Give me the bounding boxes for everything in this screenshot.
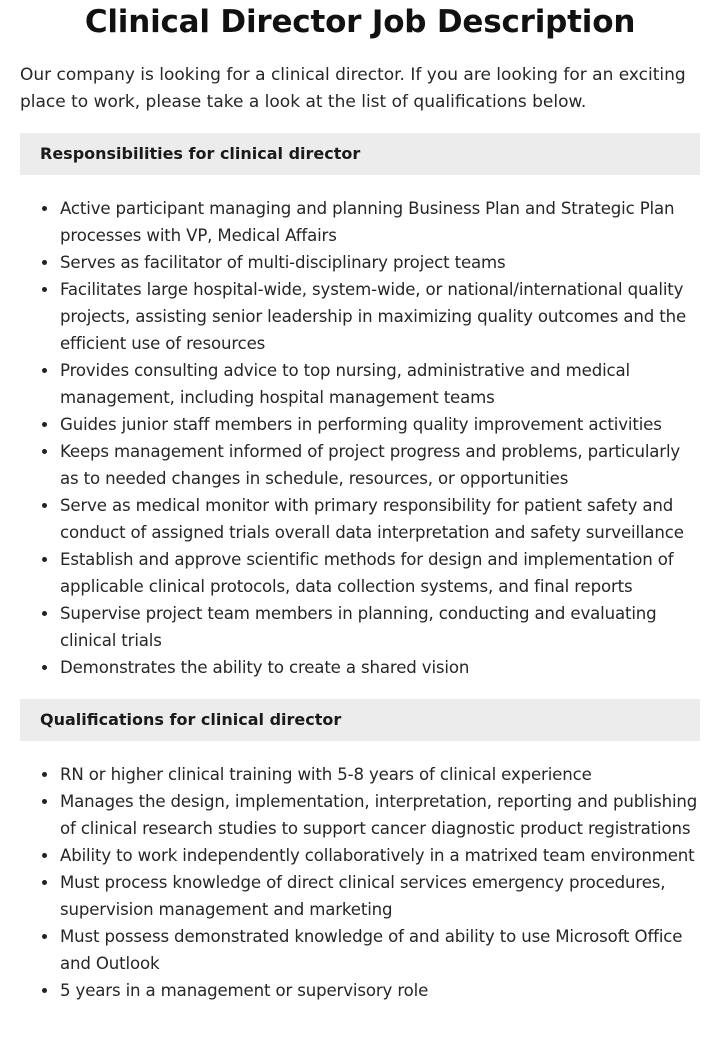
page-title: Clinical Director Job Description — [84, 4, 636, 40]
list-item: Must process knowledge of direct clinical services emergency procedures, supervision management and marketing — [60, 869, 700, 923]
list-item: Manages the design, implementation, interpretation, reporting and publishing of clinical research studies to support cancer diagnostic product registrations — [60, 788, 700, 842]
list-item: Establish and approve scientific methods for design and implementation of applicable clinical protocols, data collection systems, and final reports — [60, 546, 700, 600]
list-item: Guides junior staff members in performing quality improvement activities — [60, 411, 700, 438]
list-item: 5 years in a management or supervisory role — [60, 977, 700, 1004]
list-item: Demonstrates the ability to create a shared vision — [60, 654, 700, 681]
list-item: Serves as facilitator of multi-disciplinary project teams — [60, 249, 700, 276]
qualifications-heading: Qualifications for clinical director — [20, 699, 700, 741]
list-item: Active participant managing and planning Business Plan and Strategic Plan processes with VP, Medical Affairs — [60, 195, 700, 249]
intro-paragraph: Our company is looking for a clinical director. If you are looking for an exciting place to work, please take a look at the list of qualifications below. — [20, 65, 686, 112]
list-item: RN or higher clinical training with 5-8 years of clinical experience — [60, 761, 700, 788]
list-item: Facilitates large hospital-wide, system-wide, or national/international quality projects, assisting senior leadership in maximizing quality outcomes and the efficient use of resources — [60, 276, 700, 357]
qualifications-list — [20, 761, 700, 1004]
list-item: Serve as medical monitor with primary responsibility for patient safety and conduct of assigned trials overall data interpretation and safety surveillance — [60, 492, 700, 546]
list-item: Keeps management informed of project progress and problems, particularly as to needed changes in schedule, resources, or opportunities — [60, 438, 700, 492]
list-item: Provides consulting advice to top nursing, administrative and medical management, including hospital management teams — [60, 357, 700, 411]
responsibilities-list — [20, 195, 700, 681]
list-item: Ability to work independently collaboratively in a matrixed team environment — [60, 842, 700, 869]
responsibilities-heading: Responsibilities for clinical director — [20, 133, 700, 175]
list-item: Supervise project team members in planning, conducting and evaluating clinical trials — [60, 600, 700, 654]
list-item: Must possess demonstrated knowledge of and ability to use Microsoft Office and Outlook — [60, 923, 700, 977]
